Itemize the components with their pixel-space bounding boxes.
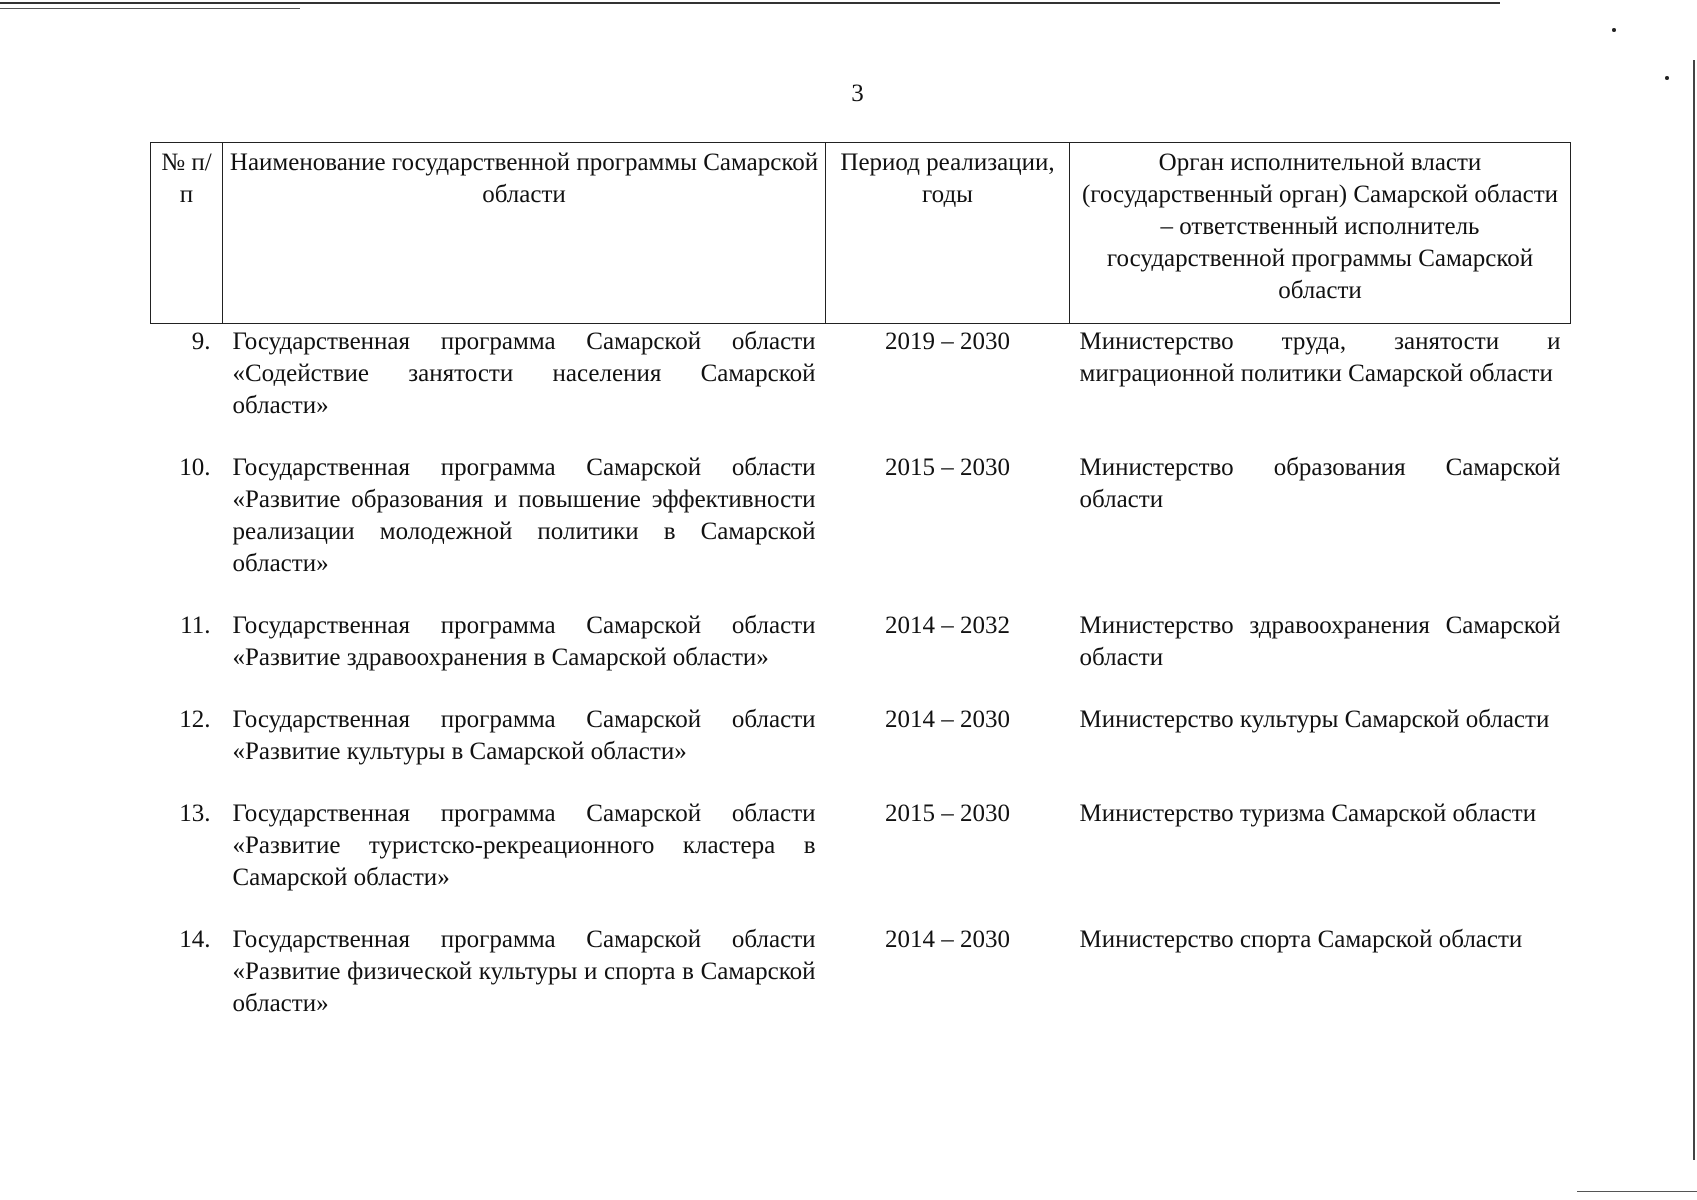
program-period: 2014 – 2032 (885, 612, 1010, 639)
program-name: Государственная программа Самарской области «Развитие образования и повышение эффективности реализации молодежной политики в Самарской области» (232, 454, 816, 577)
row-number: 13. (179, 800, 211, 827)
responsible-body: Министерство туризма Самарской области (1079, 800, 1537, 827)
scan-edge-top (0, 2, 1500, 4)
program-period: 2014 – 2030 (885, 926, 1010, 953)
scan-edge-bottom (1577, 1191, 1697, 1192)
table-row (151, 324, 1571, 453)
row-number: 11. (180, 612, 211, 639)
header-program-name: Наименование государственной программы Самарской области (223, 143, 826, 324)
responsible-body: Министерство труда, занятости и миграционной политики Самарской области (1079, 328, 1561, 387)
responsible-body: Министерство образования Самарской области (1079, 454, 1561, 513)
table-row (151, 798, 1571, 924)
table-row (151, 924, 1571, 1050)
programs-table (150, 142, 1571, 1050)
scan-speck (1612, 28, 1616, 32)
program-name: Государственная программа Самарской области «Развитие туристско-рекреационного кластера в Самарской области» (232, 800, 816, 891)
table-row (151, 610, 1571, 704)
row-number: 9. (191, 328, 211, 355)
responsible-body: Министерство спорта Самарской области (1079, 926, 1523, 953)
header-responsible-body: Орган исполнительной власти (государственный орган) Самарской области – ответственный исполнитель государственной программы Самарской области (1070, 143, 1571, 324)
table-row (151, 704, 1571, 798)
program-period: 2019 – 2030 (885, 328, 1010, 355)
program-name: Государственная программа Самарской области «Развитие здравоохранения в Самарской области» (232, 612, 816, 671)
program-name: Государственная программа Самарской области «Развитие физической культуры и спорта в Самарской области» (232, 926, 816, 1017)
program-period: 2015 – 2030 (885, 454, 1010, 481)
scan-edge-right (1693, 60, 1695, 1160)
row-number: 12. (179, 706, 211, 733)
table-header-row (151, 143, 1571, 324)
responsible-body: Министерство культуры Самарской области (1079, 706, 1550, 733)
program-period: 2014 – 2030 (885, 706, 1010, 733)
row-number: 10. (179, 454, 211, 481)
program-name: Государственная программа Самарской области «Содействие занятости населения Самарской области» (232, 328, 816, 419)
scan-edge-top-secondary (0, 8, 300, 9)
row-number: 14. (179, 926, 211, 953)
responsible-body: Министерство здравоохранения Самарской области (1079, 612, 1561, 671)
page-number: 3 (851, 80, 864, 107)
program-period: 2015 – 2030 (885, 800, 1010, 827)
header-number: № п/п (151, 143, 223, 324)
program-name: Государственная программа Самарской области «Развитие культуры в Самарской области» (232, 706, 816, 765)
table-row (151, 452, 1571, 610)
header-period: Период реализации, годы (826, 143, 1070, 324)
